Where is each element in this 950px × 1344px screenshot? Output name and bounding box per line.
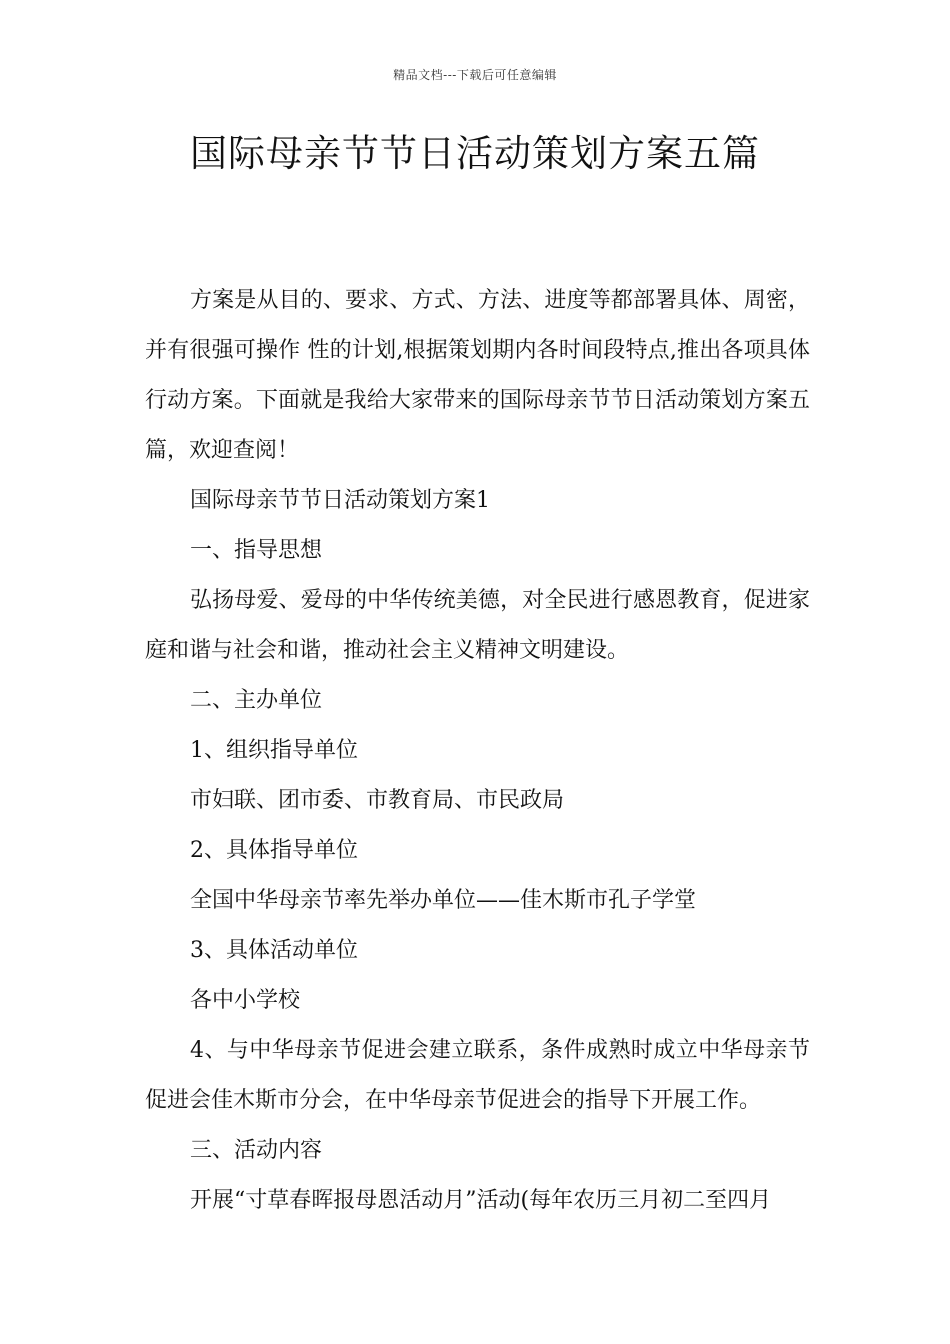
section-heading-guiding-ideology: 一、指导思想 — [190, 538, 323, 563]
guiding-ideology-paragraph: 弘扬母爱、爱母的中华传统美德，对全民进行感恩教育，促进家庭和谐与社会和谐，推动社会主义精神文明建设。 — [145, 588, 810, 663]
header-note: 精品文档---下载后可任意编辑 — [393, 68, 557, 82]
section-heading-plan-1: 国际母亲节节日活动策划方案1 — [190, 488, 490, 513]
liaison-paragraph: 4、与中华母亲节促进会建立联系，条件成熟时成立中华母亲节促进会佳木斯市分会，在中华母亲节促进会的指导下开展工作。 — [145, 1038, 810, 1113]
section-heading-organizers: 二、主办单位 — [190, 688, 323, 713]
subheading-organizing-unit: 1、组织指导单位 — [190, 738, 358, 763]
intro-paragraph: 方案是从目的、要求、方式、方法、进度等都部署具体、周密，并有很强可操作 性的计划,根据策划期内各时间段特点,推出各项具体行动方案。下面就是我给大家带来的国际母亲节节日活动策划方案五篇，欢迎查阅！ — [145, 288, 810, 463]
activity-content-paragraph: 开展“寸草春晖报母恩活动月”活动(每年农历三月初二至四月 — [190, 1188, 772, 1213]
document-title: 国际母亲节节日活动策划方案五篇 — [190, 132, 760, 175]
subheading-activity-unit: 3、具体活动单位 — [190, 938, 358, 963]
document-body — [145, 276, 810, 1226]
subheading-guiding-unit: 2、具体指导单位 — [190, 838, 358, 863]
guiding-unit-text: 全国中华母亲节率先举办单位——佳木斯市孔子学堂 — [190, 888, 697, 913]
activity-unit-text: 各中小学校 — [190, 988, 301, 1013]
section-heading-activity-content: 三、活动内容 — [190, 1138, 323, 1163]
organizing-unit-list: 市妇联、团市委、市教育局、市民政局 — [190, 788, 565, 813]
